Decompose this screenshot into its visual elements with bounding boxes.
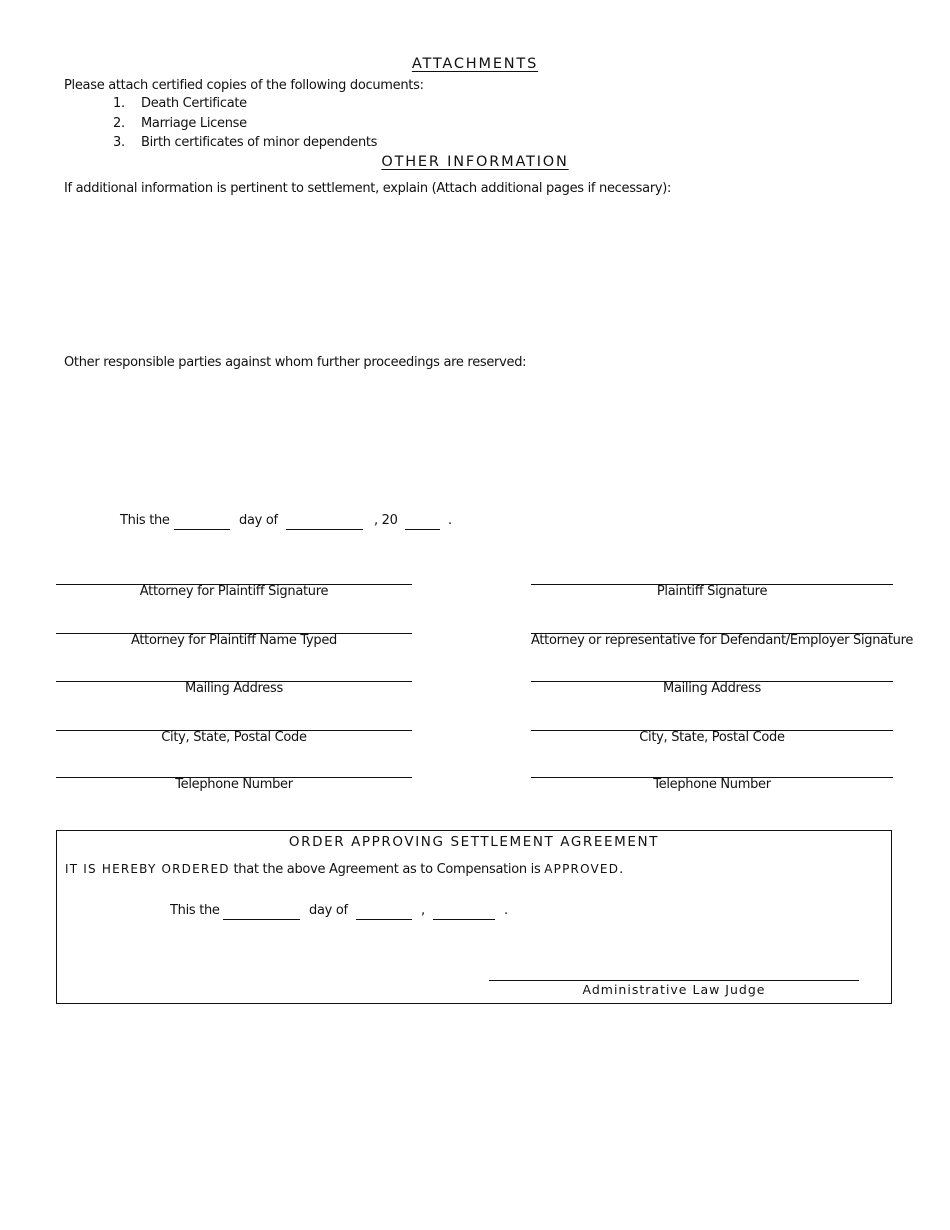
list-item-number: 2. — [113, 116, 125, 131]
order-this-the-label: This the — [170, 903, 220, 918]
defendant-signature-label: Attorney or representative for Defendant/Employer Signature — [531, 633, 914, 648]
ordered-middle: that the above Agreement as to Compensation is — [229, 862, 545, 877]
list-item: Death Certificate — [141, 96, 247, 111]
attachments-heading: ATTACHMENTS — [411, 56, 539, 72]
date-day-field[interactable] — [174, 529, 230, 530]
defendant-city-state-label: City, State, Postal Code — [639, 730, 785, 745]
list-item-number: 3. — [113, 135, 125, 150]
plaintiff-signature-label: Plaintiff Signature — [656, 584, 768, 599]
list-item-number: 1. — [113, 96, 125, 111]
attachments-intro: Please attach certified copies of the following documents: — [64, 78, 424, 93]
order-comma: , — [421, 903, 425, 918]
list-item: Marriage License — [141, 116, 247, 131]
ordered-suffix: . — [619, 862, 623, 877]
additional-info-prompt: If additional information is pertinent to settlement, explain (Attach additional pages if necessary): — [64, 181, 672, 196]
order-year-field[interactable] — [433, 919, 495, 920]
attorney-city-state-label: City, State, Postal Code — [161, 730, 307, 745]
order-day-of-label: day of — [309, 903, 348, 918]
order-statement — [65, 862, 623, 877]
date-period: . — [448, 513, 452, 528]
order-title: ORDER APPROVING SETTLEMENT AGREEMENT — [288, 834, 660, 850]
judge-signature-line[interactable] — [489, 980, 859, 981]
order-month-field[interactable] — [356, 919, 412, 920]
attorney-telephone-label: Telephone Number — [175, 777, 293, 792]
responsible-parties-prompt: Other responsible parties against whom further proceedings are reserved: — [64, 355, 527, 370]
attorney-name-label: Attorney for Plaintiff Name Typed — [131, 633, 337, 648]
attorney-mailing-address-label: Mailing Address — [185, 681, 283, 696]
approved-word: APPROVED — [544, 862, 620, 876]
date-year-prefix: , 20 — [374, 513, 398, 528]
order-approving-box — [56, 830, 892, 1004]
order-period: . — [504, 903, 508, 918]
responsible-parties-field[interactable] — [64, 375, 884, 495]
additional-info-field[interactable] — [64, 200, 884, 340]
other-information-heading: OTHER INFORMATION — [381, 154, 569, 170]
attorney-signature-label: Attorney for Plaintiff Signature — [139, 584, 329, 599]
defendant-mailing-address-label: Mailing Address — [663, 681, 761, 696]
ordered-prefix: IT IS HEREBY ORDERED — [65, 862, 230, 876]
date-day-of-label: day of — [239, 513, 278, 528]
date-month-field[interactable] — [286, 529, 363, 530]
date-year-field[interactable] — [405, 529, 440, 530]
list-item: Birth certificates of minor dependents — [141, 135, 378, 150]
order-day-field[interactable] — [223, 919, 300, 920]
judge-signature-label: Administrative Law Judge — [582, 982, 766, 997]
date-this-the-label: This the — [120, 513, 170, 528]
defendant-telephone-label: Telephone Number — [653, 777, 771, 792]
